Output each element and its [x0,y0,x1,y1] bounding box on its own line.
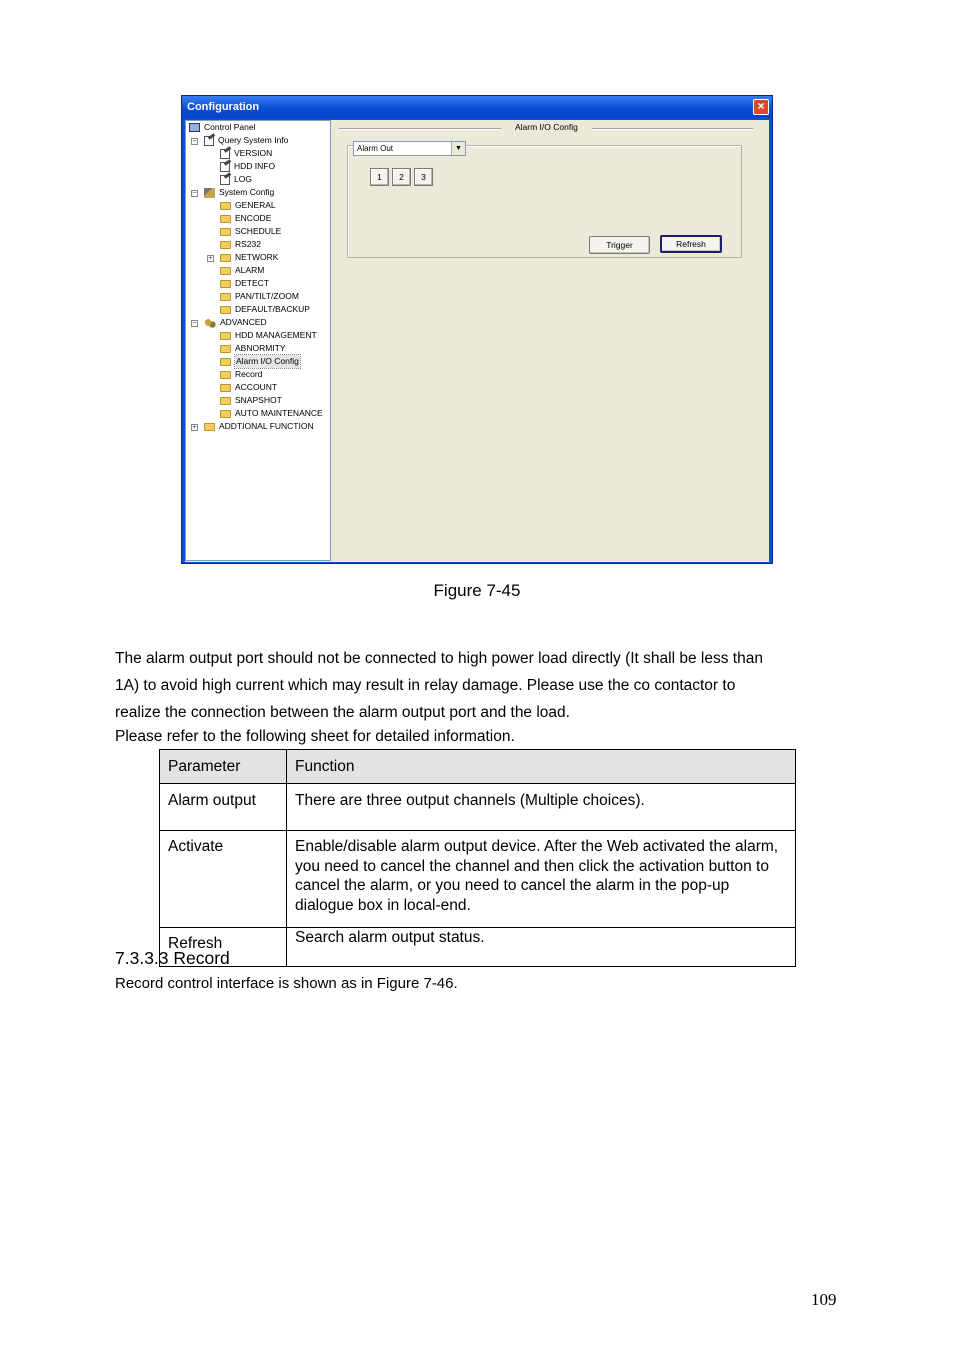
tree-item-version[interactable]: VERSION [220,147,272,160]
chevron-down-icon[interactable]: ▼ [451,142,465,155]
folder-icon [220,293,231,301]
alarm-type-value: Alarm Out [357,144,394,153]
folder-icon [220,241,231,249]
table-header-cell: Function [287,750,796,784]
table-cell: There are three output channels (Multiple choices). [287,784,796,831]
tree-item-log[interactable]: LOG [220,173,252,186]
title-bar [182,96,772,118]
tree-item-auto-maintenance[interactable]: AUTO MAINTENANCE [220,407,323,420]
document-icon [220,149,230,159]
tree-item-advanced[interactable]: ADVANCED [204,316,267,329]
folder-icon [220,202,231,210]
folder-icon [220,371,231,379]
tree-item-schedule[interactable]: SCHEDULE [220,225,281,238]
gears-icon [204,318,216,328]
section-heading: 7.3.3.3 Record [115,948,230,968]
parameter-table [159,749,796,967]
channel-1-button[interactable]: 1 [370,168,389,186]
paragraph-line-2: 1A) to avoid high current which may result in relay damage. Please use the co contactor to [115,677,736,694]
tree-item-general[interactable]: GENERAL [220,199,276,212]
tree-item-alarm-io-config[interactable]: Alarm I/O Config [220,355,300,368]
folder-icon [220,228,231,236]
trigger-button[interactable]: Trigger [589,236,650,254]
section-text: Record control interface is shown as in Figure 7-46. [115,975,458,992]
table-header-cell: Parameter [160,750,287,784]
tree-item-control-panel[interactable]: Control Panel [189,121,256,134]
table-cell: Refresh [160,928,287,967]
tree-item-default-backup[interactable]: DEFAULT/BACKUP [220,303,310,316]
channel-2-button[interactable]: 2 [392,168,411,186]
tree-item-account[interactable]: ACCOUNT [220,381,277,394]
folder-icon [220,306,231,314]
tools-icon [204,188,215,198]
table-row [160,831,796,928]
computer-icon [189,123,200,132]
tree-item-hdd-management[interactable]: HDD MANAGEMENT [220,329,317,342]
expand-icon[interactable]: + [208,255,213,262]
table-row [160,784,796,831]
window-client [185,120,769,562]
collapse-icon[interactable]: − [192,190,197,197]
configuration-window [181,95,773,564]
folder-icon [220,384,231,392]
collapse-icon[interactable]: − [192,320,197,327]
group-title: Alarm I/O Config [501,122,592,132]
tree-item-ptz[interactable]: PAN/TILT/ZOOM [220,290,299,303]
table-header-row [160,750,796,784]
alarm-type-select[interactable] [353,141,466,156]
folder-icon [220,332,231,340]
folder-icon [220,345,231,353]
table-cell: Activate [160,831,287,928]
folder-icon [220,254,231,262]
folder-icon [220,397,231,405]
open-folder-icon [220,358,231,366]
tree-item-abnormity[interactable]: ABNORMITY [220,342,286,355]
document-icon [204,136,214,146]
refresh-button[interactable]: Refresh [660,235,722,253]
tree-item-additional-function[interactable]: ADDTIONAL FUNCTION [204,420,314,433]
folder-icon [220,267,231,275]
folder-icon [204,423,215,431]
tree-item-record[interactable]: Record [220,368,262,381]
tree-item-detect[interactable]: DETECT [220,277,269,290]
table-cell: Enable/disable alarm output device. After the Web activated the alarm, you need to cancel the channel and then click the activation button to cancel the alarm, or you need to cancel the alarm in the pop-up dialogue box in local-end. [287,831,796,928]
table-row [160,928,796,967]
expand-icon[interactable]: + [192,424,197,431]
tree-item-encode[interactable]: ENCODE [220,212,271,225]
window-title: Configuration [187,101,260,113]
channel-3-button[interactable]: 3 [414,168,433,186]
figure-caption: Figure 7-45 [433,581,521,600]
refer-text: Please refer to the following sheet for detailed information. [115,728,515,745]
folder-icon [220,410,231,418]
alarm-io-config-panel [335,120,767,561]
folder-icon [220,215,231,223]
tree-item-alarm[interactable]: ALARM [220,264,264,277]
folder-icon [220,280,231,288]
paragraph-line-1: The alarm output port should not be connected to high power load directly (It shall be less than [115,650,763,667]
page-number: 109 [811,1290,837,1309]
close-button[interactable]: × [753,99,769,115]
tree-item-query-system-info[interactable]: Query System Info [204,134,288,147]
document-icon [220,162,230,172]
collapse-icon[interactable]: − [192,138,197,145]
tree-item-network[interactable]: NETWORK [220,251,278,264]
document-icon [220,175,230,185]
tree-item-hdd-info[interactable]: HDD INFO [220,160,275,173]
table-cell: Alarm output [160,784,287,831]
paragraph-line-3: realize the connection between the alarm output port and the load. [115,704,570,721]
config-tree [185,120,331,561]
table-cell: Search alarm output status. [287,928,796,967]
tree-item-rs232[interactable]: RS232 [220,238,261,251]
alarm-out-group [347,145,742,258]
tree-item-snapshot[interactable]: SNAPSHOT [220,394,282,407]
tree-item-system-config[interactable]: System Config [204,186,274,199]
